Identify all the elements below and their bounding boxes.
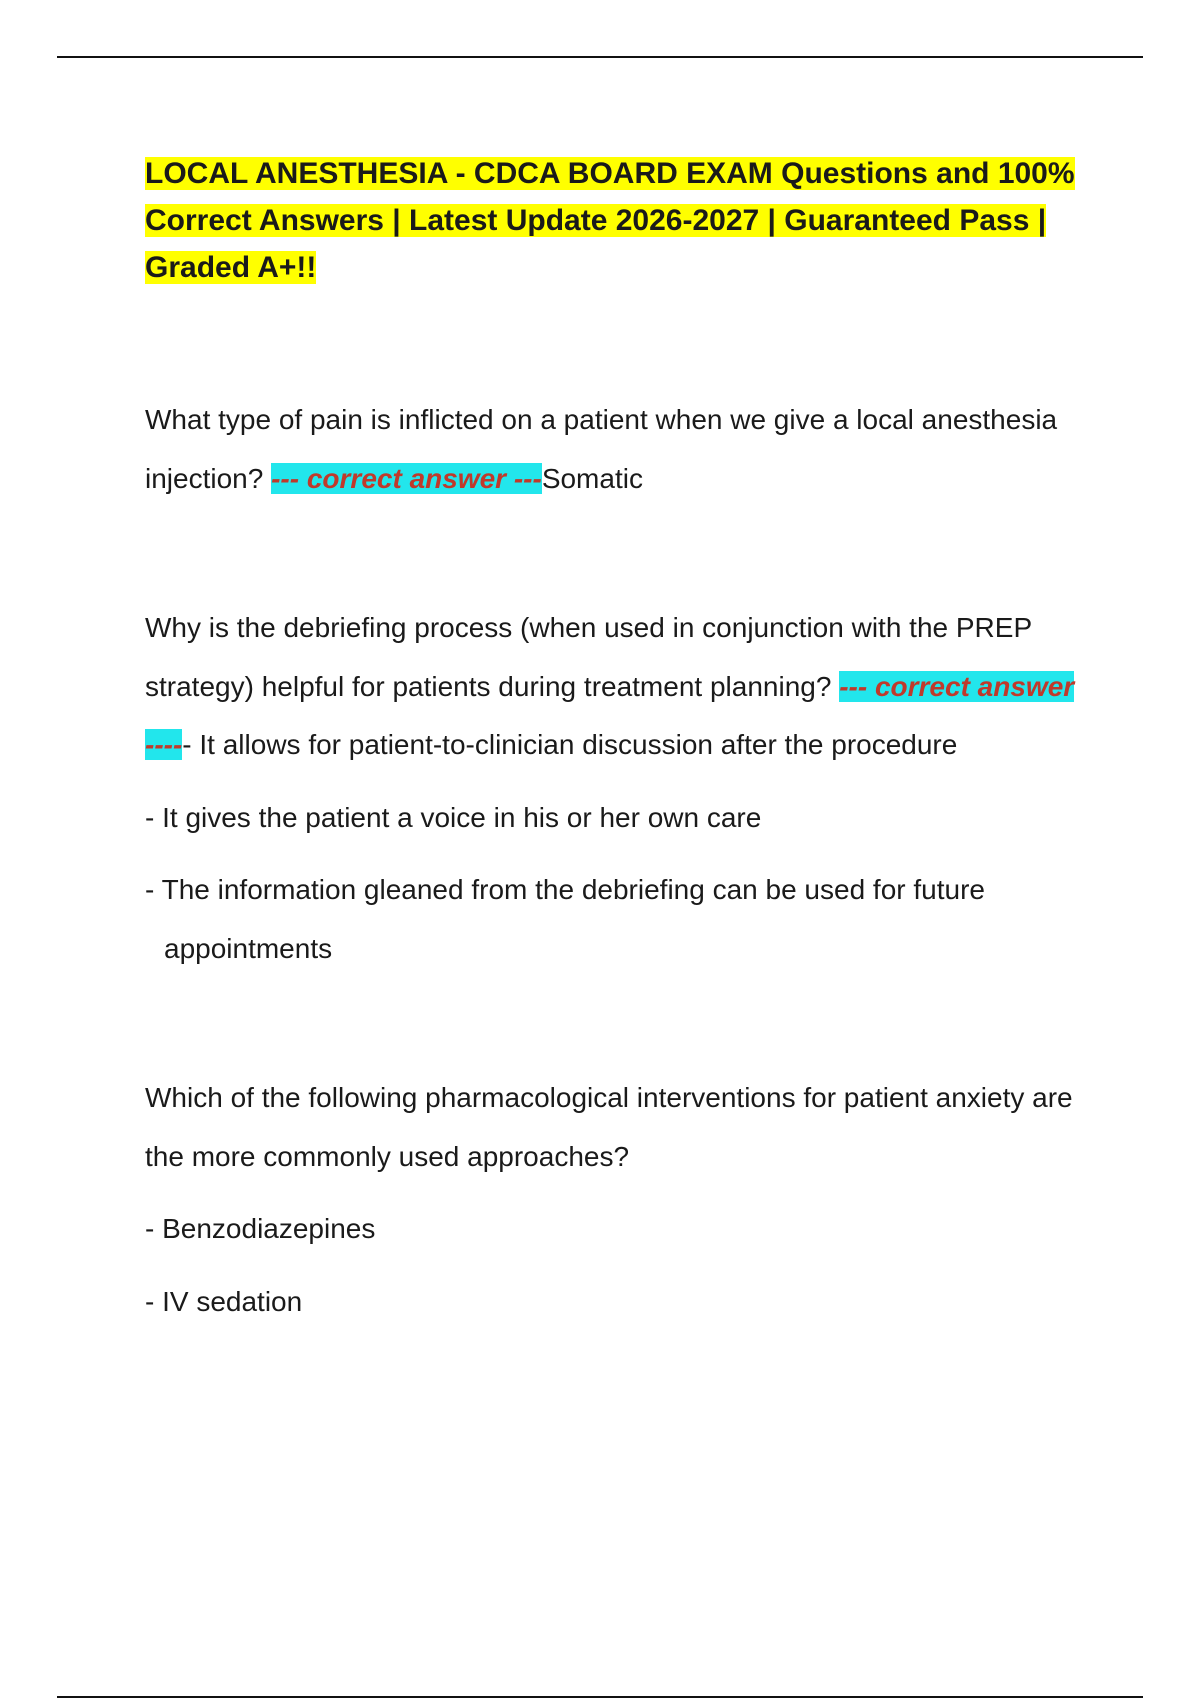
list-item: - The information gleaned from the debriefing can be used for future appointments <box>145 874 985 964</box>
qa-item-3 <box>145 1069 1085 1186</box>
question-text: Which of the following pharmacological interventions for patient anxiety are the more commonly used approaches? <box>145 1082 1073 1172</box>
list-item: - Benzodiazepines <box>145 1213 376 1244</box>
correct-answer-marker: --- correct answer --- <box>271 462 542 494</box>
answer-bullet-list <box>145 1200 1085 1331</box>
list-item: - IV sedation <box>145 1285 303 1317</box>
document-title <box>145 150 1085 291</box>
answer-text: Somatic <box>541 462 643 494</box>
answer-bullet-list <box>145 789 1085 979</box>
answer-text: - It allows for patient-to-clinician discussion after the procedure <box>182 729 958 760</box>
document-body <box>145 150 1085 1331</box>
question-text: What type of pain is inflicted on a patient when we give a local anesthesia injection? <box>145 404 1058 494</box>
qa-item-1 <box>145 391 1085 508</box>
footer-rule <box>57 1696 1143 1698</box>
header-rule <box>57 56 1143 58</box>
correct-answer-marker: --- correct answer ---- <box>145 670 1075 760</box>
qa-item-2 <box>145 599 1085 775</box>
question-text: Why is the debriefing process (when used in conjunction with the PREP strategy) helpful for patients during treatment planning? <box>145 612 1032 702</box>
title-highlight: LOCAL ANESTHESIA - CDCA BOARD EXAM Questions and 100% Correct Answers | Latest Update 2026-2027 | Guaranteed Pass | Graded A+!! <box>145 157 1075 284</box>
list-item: - It gives the patient a voice in his or her own care <box>145 801 762 833</box>
